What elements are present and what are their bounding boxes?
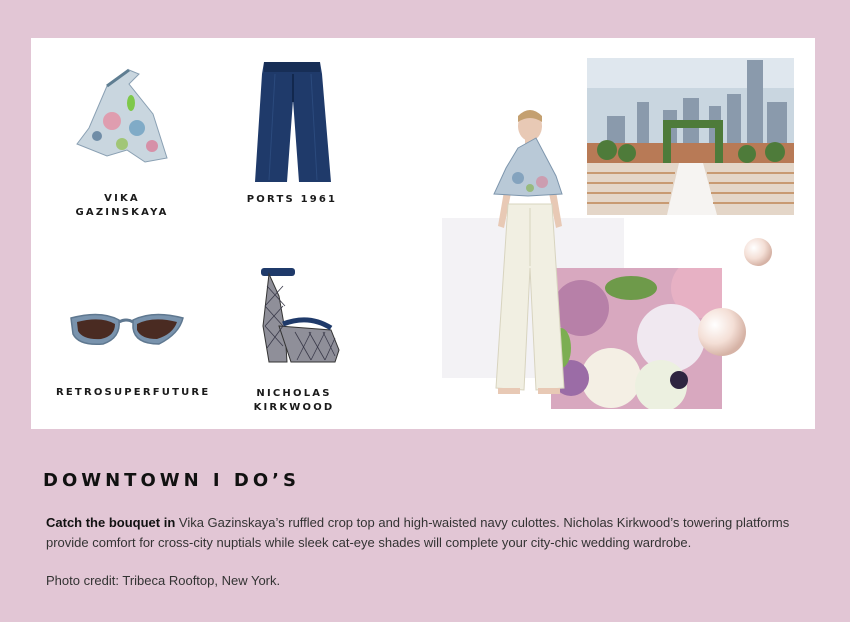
photo-credit: Photo credit: Tribeca Rooftop, New York. [46, 573, 281, 588]
collage [442, 56, 815, 429]
product-panel [31, 38, 815, 429]
navy-culottes-icon [237, 60, 347, 185]
cat-eye-sunglasses-icon [61, 306, 191, 356]
brand-label[interactable]: NICHOLAS KIRKWOOD [253, 388, 335, 413]
description-lead: Catch the bouquet in [46, 515, 176, 530]
rooftop-wedding-venue-photo [587, 58, 794, 215]
product-vika-gazinskaya[interactable] [67, 66, 177, 221]
product-nicholas-kirkwood[interactable] [239, 266, 349, 421]
model-wearing-outfit [478, 108, 578, 408]
brand-label[interactable]: VIKA GAZINSKAYA [75, 193, 169, 218]
section-description [46, 513, 826, 553]
brand-label[interactable]: RETROSUPERFUTURE [56, 387, 211, 398]
product-ports-1961[interactable] [237, 60, 347, 210]
brand-label[interactable]: PORTS 1961 [246, 194, 338, 205]
floral-crop-top-icon [67, 66, 177, 166]
platform-sandal-icon [239, 266, 349, 366]
description-body: Vika Gazinskaya’s ruffled crop top and high-waisted navy culottes. Nicholas Kirkwood’s towering platforms provide comfort for cross-city nuptials while sleek cat-eye shades will complete your city-chic wedding wardrobe. [46, 515, 790, 550]
product-retrosuperfuture[interactable] [56, 306, 211, 406]
pearl-beads [692, 236, 782, 366]
section-title: DOWNTOWN I DO’S [43, 470, 300, 491]
